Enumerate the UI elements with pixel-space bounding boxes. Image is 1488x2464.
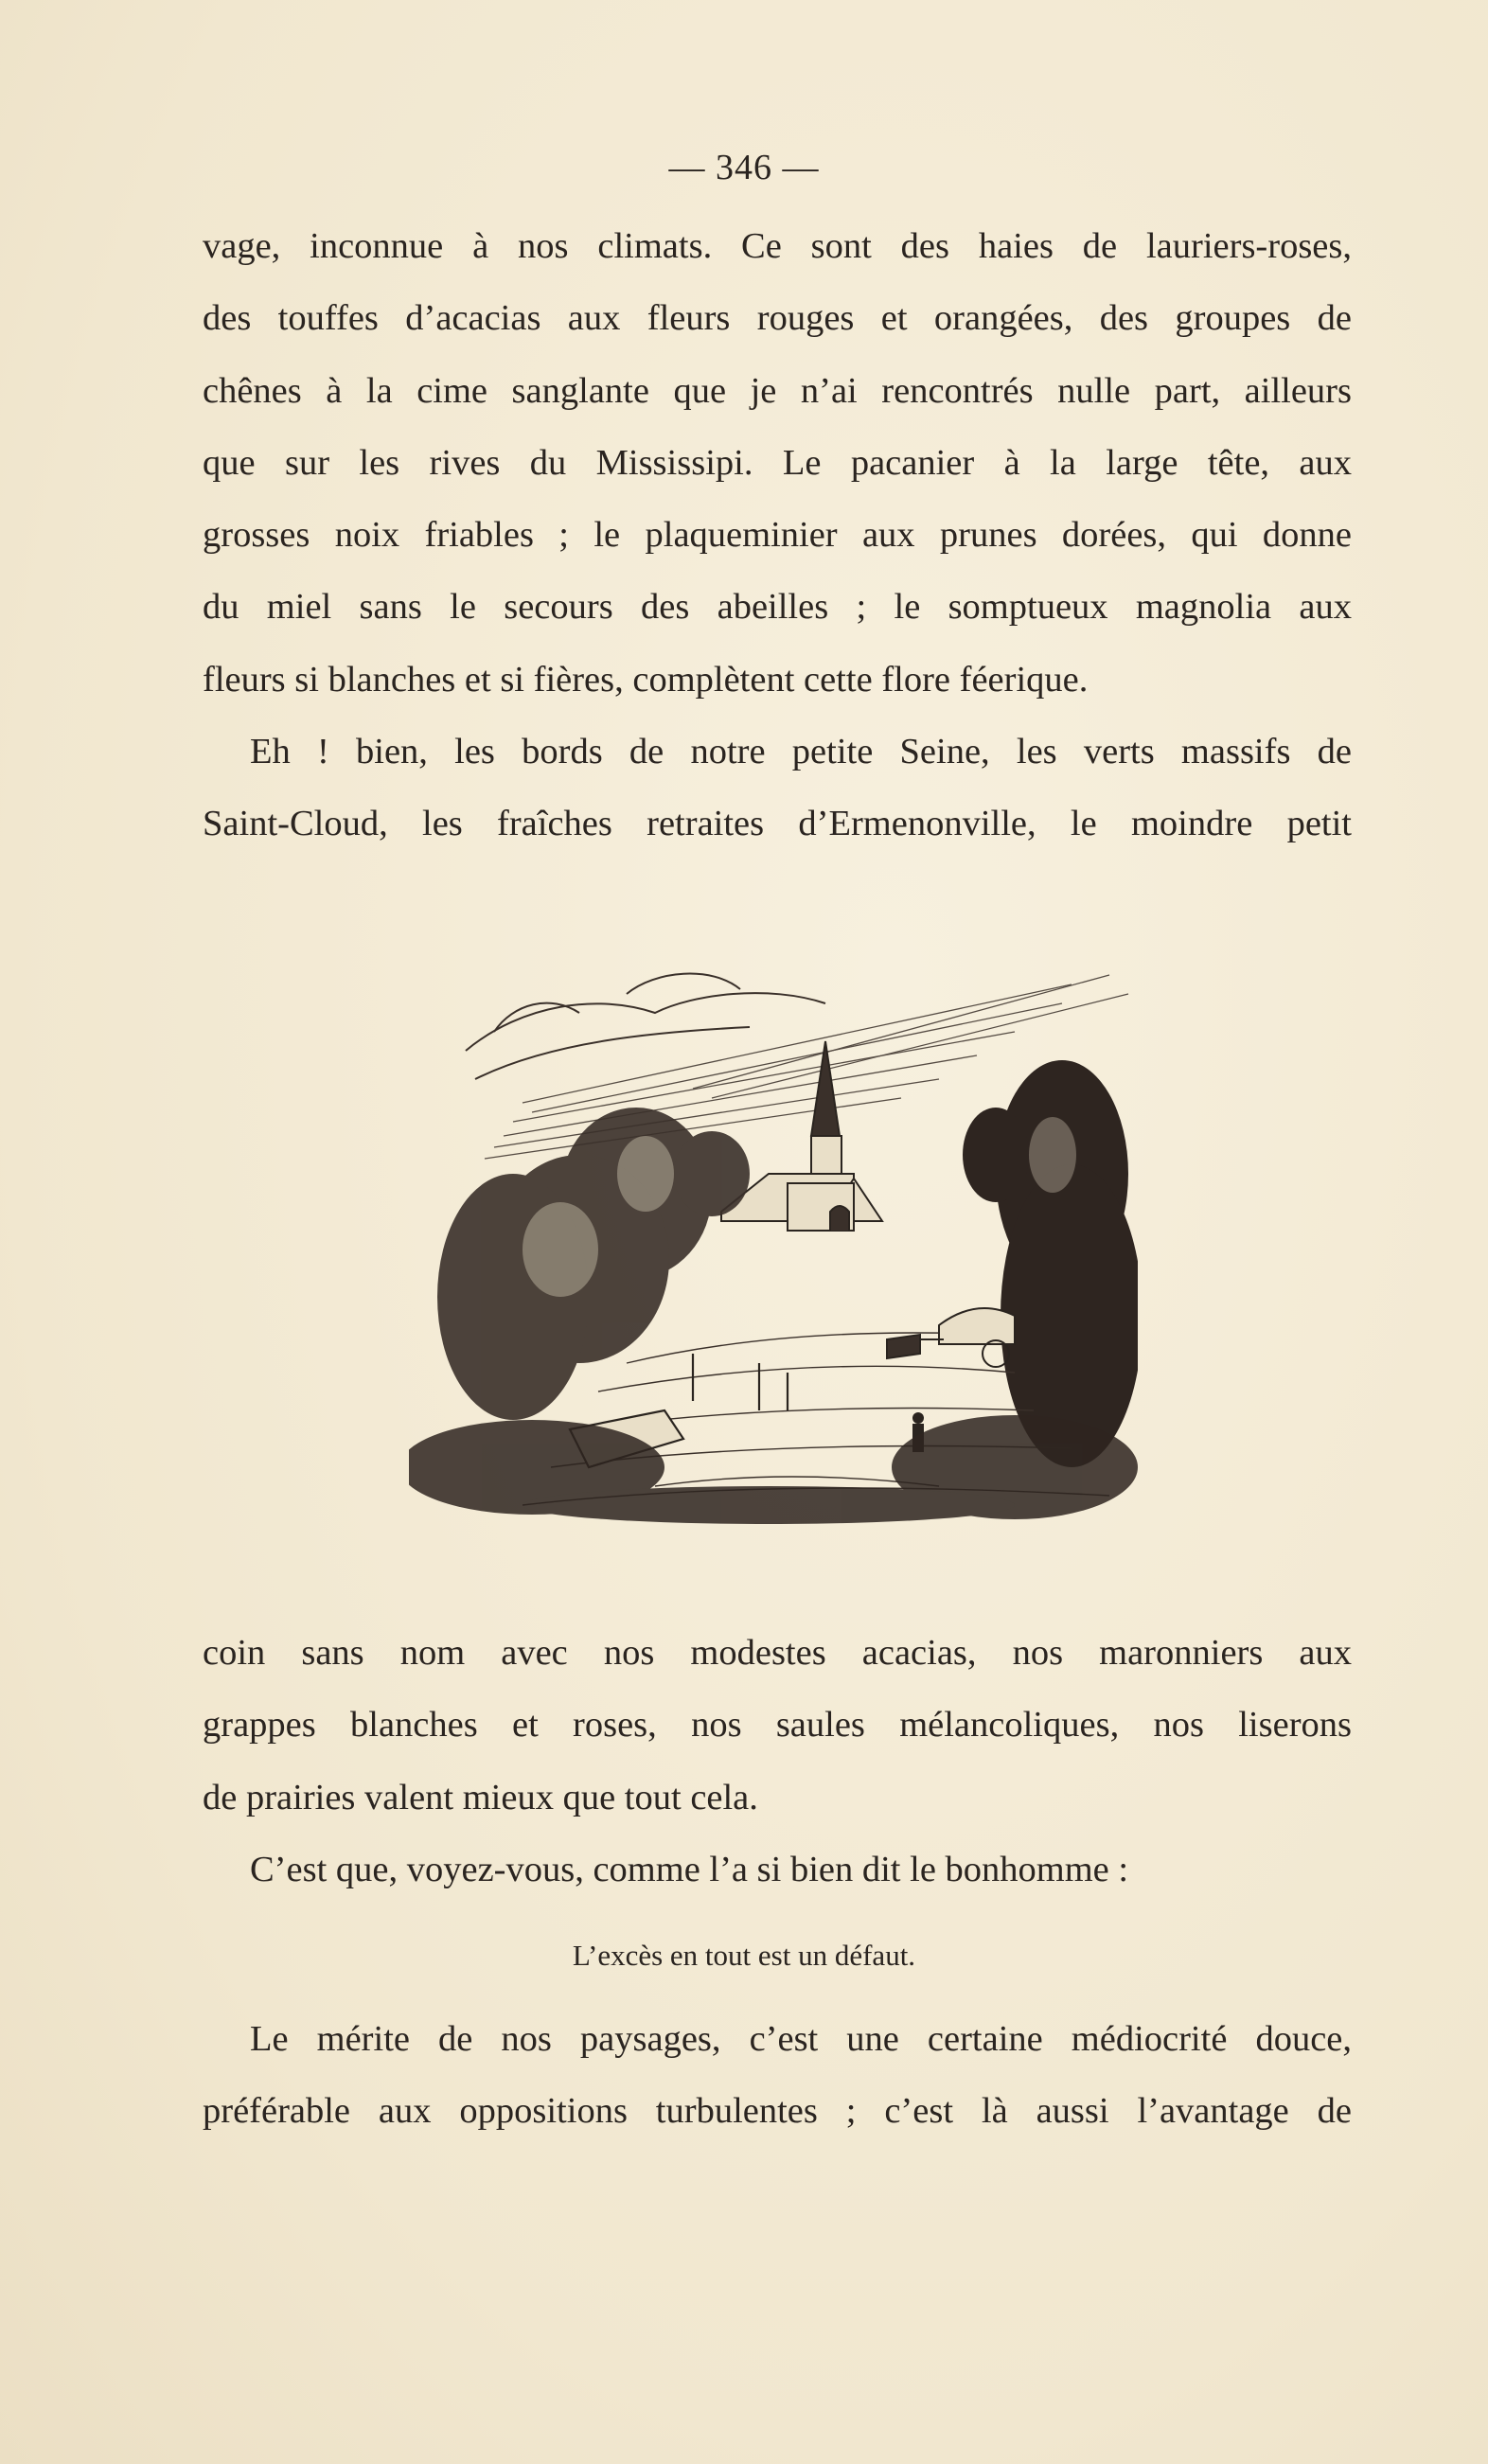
text-line: chênes à la cime sanglante que je n’ai rencontrés nulle part, ailleurs — [203, 370, 1352, 411]
engraving-svg — [409, 937, 1138, 1533]
text-line: des touffes d’acacias aux fleurs rouges et orangées, des groupes de — [203, 298, 1352, 339]
text-line: grappes blanches et roses, nos saules mélancoliques, nos liserons — [203, 1705, 1352, 1746]
text-line: préférable aux oppositions turbulentes ; c’est là aussi l’avantage de — [203, 2091, 1352, 2132]
text-line: de prairies valent mieux que tout cela. — [203, 1777, 758, 1817]
verse-quote: L’excès en tout est un défaut. — [572, 1939, 916, 1972]
text-line: coin sans nom avec nos modestes acacias, nos maronniers aux — [203, 1633, 1352, 1673]
text-line: C’est que, voyez-vous, comme l’a si bien dit le bonhomme : — [250, 1849, 1129, 1889]
page-number: — 346 — — [668, 148, 820, 187]
engraving-illustration — [409, 937, 1138, 1533]
text-line: que sur les rives du Mississipi. Le pacanier à la large tête, aux — [203, 442, 1352, 483]
text-block-bottom — [203, 1617, 1352, 1906]
text-block-final — [203, 2003, 1352, 2148]
text-line: fleurs si blanches et si fières, complètent cette flore féerique. — [203, 659, 1089, 700]
text-line: Saint-Cloud, les fraîches retraites d’Ermenonville, le moindre petit — [203, 804, 1352, 844]
text-line: Le mérite de nos paysages, c’est une certaine médiocrité douce, — [250, 2019, 1352, 2059]
text-line: du miel sans le secours des abeilles ; le somptueux magnolia aux — [203, 587, 1352, 628]
text-line: vage, inconnue à nos climats. Ce sont des haies de lauriers-roses, — [203, 226, 1352, 266]
text-block-top — [203, 210, 1352, 860]
text-line: Eh ! bien, les bords de notre petite Seine, les verts massifs de — [250, 732, 1352, 772]
text-line: grosses noix friables ; le plaqueminier aux prunes dorées, qui donne — [203, 515, 1352, 556]
